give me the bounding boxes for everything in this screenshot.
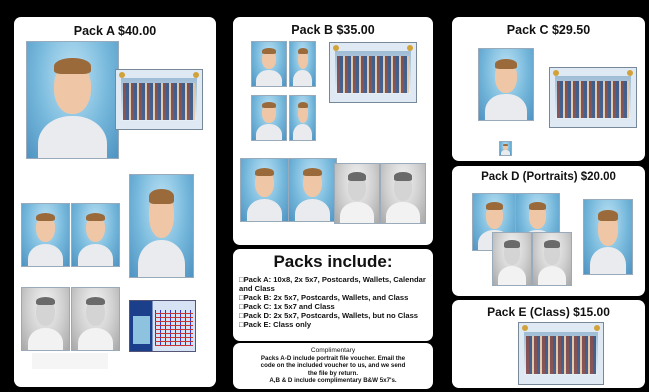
pack-d-panel — [452, 166, 645, 296]
pack-a-portrait-10x8 — [26, 41, 119, 159]
pack-b-wallets-2 — [289, 95, 316, 141]
pack-b-title: Pack B $35.00 — [291, 23, 375, 37]
pack-a-5x7-1 — [21, 203, 70, 267]
packs-include-heading: Packs include: — [273, 252, 393, 271]
pack-a-voucher — [32, 353, 108, 369]
pack-d-contents: □ Pack D: 2x 5x7, Postcards, Wallets, but no Class — [239, 311, 433, 320]
packs-include-panel — [233, 249, 433, 341]
pack-b-wallets-1 — [289, 41, 316, 87]
pack-c-contents: □ Pack C: 1x 5x7 and Class — [239, 302, 433, 311]
pack-b-voucher — [353, 223, 413, 239]
complimentary-line-4: A,B & D include complimentary B&W 5x7's. — [269, 377, 397, 385]
pack-d-bw-5x7-2 — [532, 232, 572, 286]
pack-d-title: Pack D (Portraits) $20.00 — [481, 171, 616, 183]
pack-b-bw-5x7-1 — [334, 163, 380, 224]
complimentary-line-2: code on the included voucher to us, and we send — [260, 362, 406, 370]
pack-a-5x7-2 — [71, 203, 120, 267]
pack-d-wallets — [583, 199, 633, 275]
pack-a-panel — [14, 17, 216, 387]
pack-b-5x7-2 — [251, 95, 287, 141]
pack-e-class-photo — [518, 322, 604, 385]
pack-e-title: Pack E (Class) $15.00 — [487, 305, 610, 319]
complimentary-line-3: the file by return. — [307, 369, 359, 377]
complimentary-heading: Complimentary — [310, 347, 356, 354]
pack-a-class-photo — [115, 69, 203, 130]
pack-b-contents: □ Pack B: 2x 5x7, Postcards, Wallets, and Class — [239, 293, 433, 302]
pack-b-5x7-large-1 — [240, 158, 289, 222]
pack-a-calendar — [129, 300, 196, 352]
pack-b-5x7-1 — [251, 41, 287, 87]
pack-a-title: Pack A $40.00 — [73, 24, 157, 38]
pack-a-contents: □ Pack A: 10x8, 2x 5x7, Postcards, Wallets, Calendar and Class — [239, 275, 433, 293]
pack-a-bw-5x7-1 — [21, 287, 70, 351]
pack-c-title: Pack C $29.50 — [506, 23, 591, 37]
pack-c-class-photo — [549, 67, 637, 128]
pack-b-5x7-large-2 — [288, 158, 337, 222]
pack-b-panel — [233, 17, 433, 245]
pack-c-voucher-thumb — [499, 141, 512, 156]
pack-e-panel — [452, 300, 645, 388]
complimentary-panel — [233, 343, 433, 389]
pack-e-contents: □ Pack E: Class only — [239, 320, 433, 329]
pack-c-panel — [452, 17, 645, 161]
complimentary-line-1: Packs A-D include portrait file voucher. Email the — [260, 354, 406, 362]
pack-b-bw-5x7-2 — [380, 163, 426, 224]
pack-a-bw-5x7-2 — [71, 287, 120, 351]
pack-a-wallets — [129, 174, 194, 278]
packs-include-list — [239, 275, 433, 329]
complimentary-text — [233, 347, 433, 385]
pack-b-class-photo — [329, 42, 417, 103]
pack-d-bw-5x7-1 — [492, 232, 532, 286]
pack-c-5x7 — [478, 48, 534, 121]
pack-c-voucher — [474, 121, 534, 143]
